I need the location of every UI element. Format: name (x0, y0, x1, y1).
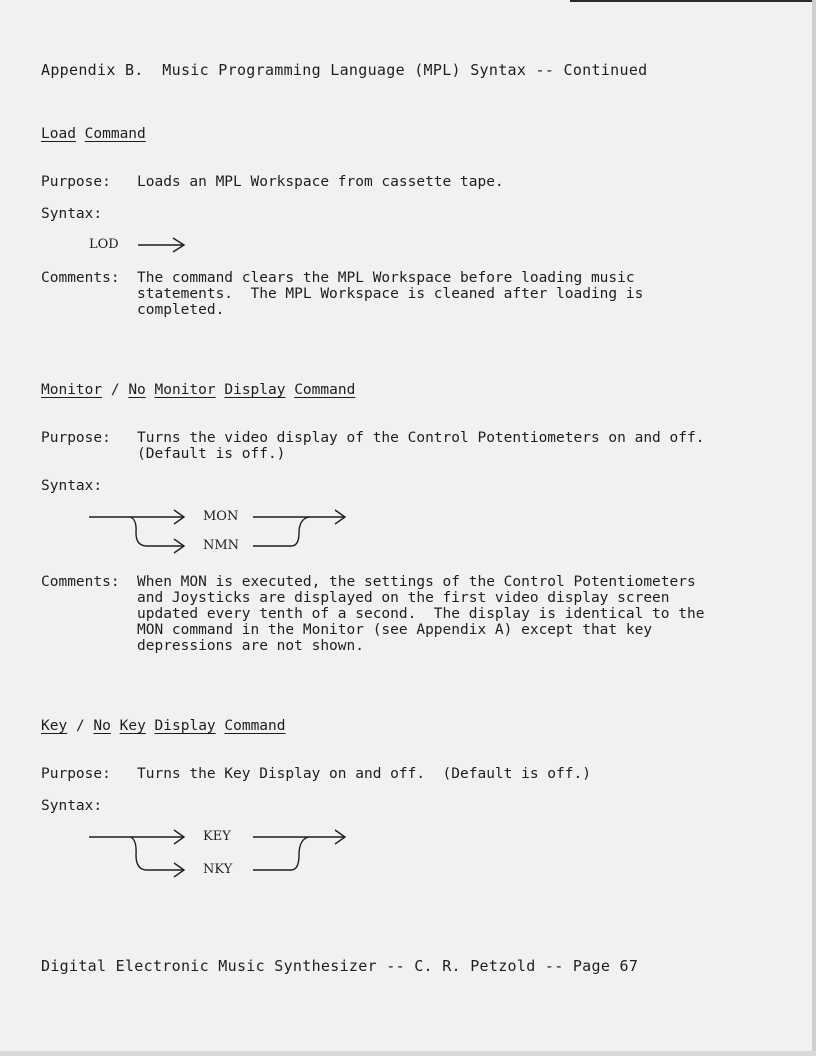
scan-edge-top (570, 0, 816, 2)
monitor-purpose-line: (Default is off.) (137, 446, 286, 462)
key-keyword: KEY (203, 829, 231, 844)
title-word: Command (224, 718, 286, 734)
scan-edge-right (812, 0, 816, 1056)
title-word: Display (224, 382, 286, 398)
title-word: No (128, 382, 146, 398)
load-section-title (41, 126, 146, 142)
monitor-purpose-line: Turns the video display of the Control Potentiometers on and off. (137, 430, 705, 446)
key-purpose-label: Purpose: (41, 766, 111, 782)
monitor-comment-line: depressions are not shown. (137, 638, 364, 654)
key-syntax-label: Syntax: (41, 798, 103, 814)
load-comment-line: The command clears the MPL Workspace before loading music (137, 270, 635, 286)
arrow-right-icon (135, 236, 190, 254)
title-word: Monitor (41, 382, 103, 398)
title-separator: / (110, 382, 120, 398)
monitor-section-title (41, 382, 355, 398)
load-purpose-text: Loads an MPL Workspace from cassette tape. (137, 174, 504, 190)
title-word: No (93, 718, 111, 734)
monitor-comment-line: When MON is executed, the settings of the Control Potentiometers (137, 574, 696, 590)
load-comments-label: Comments: (41, 270, 120, 286)
load-syntax-label: Syntax: (41, 206, 103, 222)
nmn-keyword: NMN (203, 538, 240, 553)
monitor-syntax-label: Syntax: (41, 478, 103, 494)
lod-keyword: LOD (89, 237, 119, 252)
title-word: Monitor (154, 382, 216, 398)
monitor-comments-label: Comments: (41, 574, 120, 590)
load-comment-line: completed. (137, 302, 225, 318)
load-purpose-label: Purpose: (41, 174, 111, 190)
title-separator: / (75, 718, 85, 734)
title-word: Key (41, 718, 68, 734)
title-word: Command (84, 126, 146, 142)
key-purpose-text: Turns the Key Display on and off. (Default is off.) (137, 766, 591, 782)
title-word: Load (41, 126, 76, 142)
title-word: Key (119, 718, 146, 734)
load-comment-line: statements. The MPL Workspace is cleaned after loading is (137, 286, 644, 302)
page-footer: Digital Electronic Music Synthesizer -- C. R. Petzold -- Page 67 (41, 957, 639, 975)
monitor-comment-line: MON command in the Monitor (see Appendix A) except that key (137, 622, 653, 638)
title-word: Display (154, 718, 216, 734)
key-section-title (41, 718, 286, 734)
page-header: Appendix B. Music Programming Language (MPL) Syntax -- Continued (41, 61, 648, 79)
title-word: Command (294, 382, 356, 398)
mon-keyword: MON (203, 509, 239, 524)
monitor-comment-line: and Joysticks are displayed on the first video display screen (137, 590, 670, 606)
monitor-purpose-label: Purpose: (41, 430, 111, 446)
scan-edge-bottom (0, 1051, 816, 1056)
monitor-comment-line: updated every tenth of a second. The display is identical to the (137, 606, 705, 622)
nky-keyword: NKY (203, 862, 233, 877)
